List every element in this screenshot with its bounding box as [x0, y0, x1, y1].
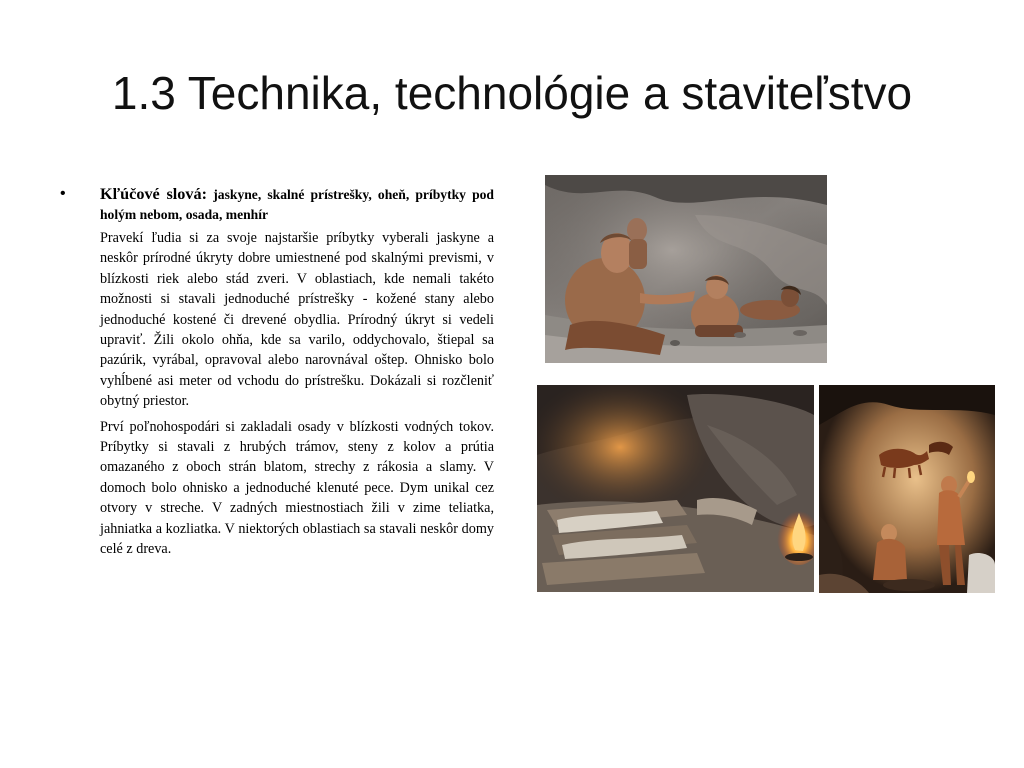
paragraph-caves: Pravekí ľudia si za svoje najstaršie príbytky vyberali jaskyne a neskôr prírodné úkryty dobre umiestnené pod skalnými prevismi, v blízkosti riek alebo stád zveri. V oblastiach, kde nemali takéto možnosti si stavali jednoduché prístrešky - kožené stany alebo jednoduché kostené či drevené obydlia. Prírodný úkryt si vedeli upraviť. Žili okolo ohňa, kde sa varilo, oddychovalo, štiepal sa pazúrik, vyrábal, opravoval alebo narovnával oštep. Ohnisko bolo vyhĺbené asi meter od vchodu do prístrešku. Dokázali si rozčleniť obytný priestor.: [100, 230, 494, 410]
slide-content: [60, 184, 494, 560]
paragraph-farmers: Prví poľnohospodári si zakladali osady v blízkosti vodných tokov. Príbytky si stavali z hrubých trámov, steny z kolov a prútia omazaného z oboch strán blatom, strechy z rákosia a slamy. V domoch bolo ohnisko a jednoduché klenuté pece. Dym unikal cez otvory v streche. V zadných miestnostiach žili v zime teliatka, jahniatka a kozliatka. V niektorých oblastiach sa stavali neskôr domy celé z dreva.: [100, 418, 494, 558]
keywords-list: jaskyne, skalné prístrešky, oheň, príbytky pod holým nebom, osada, menhír: [100, 187, 494, 222]
cave-dwellers-photo: [545, 175, 827, 363]
keywords-line: [100, 184, 494, 225]
cave-painting-photo: [819, 385, 995, 593]
bullet-dot: •: [60, 185, 66, 202]
cave-dwellers-image: [545, 175, 827, 363]
cave-shelter-fire-image: [537, 385, 814, 592]
cave-shelter-fire-photo: [537, 385, 814, 592]
keywords-bullet: [60, 184, 494, 225]
slide-title: 1.3 Technika, technológie a staviteľstvo: [111, 67, 913, 119]
cave-painting-image: [819, 385, 995, 593]
keywords-label: Kľúčové slová:: [100, 185, 207, 203]
